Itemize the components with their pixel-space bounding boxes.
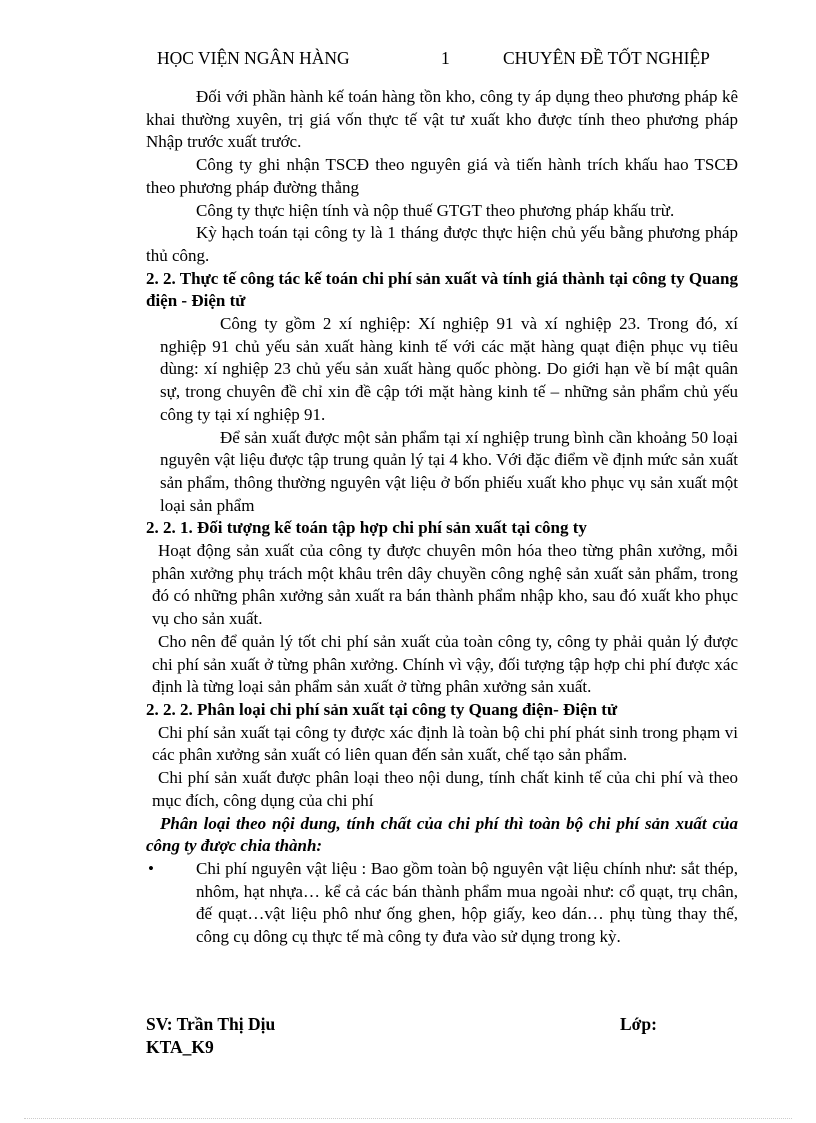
bullet-item xyxy=(146,858,738,949)
bullet-icon: • xyxy=(148,858,154,878)
page-bottom-divider xyxy=(24,1118,792,1119)
bullet-text: Chi phí nguyên vật liệu : Bao gồm toàn bộ nguyên vật liệu chính như: sắt thép, nhôm, hạt nhựa… kể cả các bán thành phẩm mua ngoài như: cổ quạt, trụ chân, đế quạt…vật liệu phô như ống ghen, hộp giấy, keo dán… phụ tùng thay thế, công cụ dông cụ thực tế mà công ty đưa vào sử dụng trong kỳ. xyxy=(196,858,738,947)
heading-classification: Phân loại theo nội dung, tính chất của chi phí thì toàn bộ chi phí sản xuất của công ty được chia thành: xyxy=(146,813,738,856)
header-title: CHUYÊN ĐỀ TỐT NGHIỆP xyxy=(503,48,710,68)
header-school: HỌC VIỆN NGÂN HÀNG xyxy=(157,48,350,68)
heading-2-2: 2. 2. Thực tế công tác kế toán chi phí sản xuất và tính giá thành tại công ty Quang điện - Điện tử xyxy=(146,268,738,311)
paragraph-cost-classification: Chi phí sản xuất được phân loại theo nội dung, tính chất kinh tế của chi phí và theo mục đích, công dụng của chi phí xyxy=(152,768,738,810)
page-number: 1 xyxy=(441,48,450,68)
paragraph-inventory: Đối với phần hành kế toán hàng tồn kho, công ty áp dụng theo phương pháp kê khai thường xuyên, trị giá vốn thực tế vật tư xuất kho được tính theo phương pháp Nhập trước xuất trước. xyxy=(146,87,738,152)
heading-2-2-1: 2. 2. 1. Đối tượng kế toán tập hợp chi phí sản xuất tại công ty xyxy=(146,518,587,538)
paragraph-cost-object: Cho nên để quản lý tốt chi phí sản xuất của toàn công ty, công ty phải quản lý được chi phí sản xuất ở từng phân xưởng. Chính vì vậy, đối tượng tập hợp chi phí được xác định là từng loại sản phẩm sản xuất ở từng phân xưởng sản xuất. xyxy=(152,631,738,697)
student-name: SV: Trần Thị Dịu xyxy=(146,1014,276,1034)
paragraph-fixed-assets: Công ty ghi nhận TSCĐ theo nguyên giá và tiến hành trích khấu hao TSCĐ theo phương pháp đường thẳng xyxy=(146,155,738,197)
paragraph-cost-definition: Chi phí sản xuất tại công ty được xác định là toàn bộ chi phí phát sinh trong phạm vi các phân xưởng sản xuất có liên quan đến sản xuất, chế tạo sản phẩm. xyxy=(152,722,738,765)
paragraph-enterprises: Công ty gồm 2 xí nghiệp: Xí nghiệp 91 và xí nghiệp 23. Trong đó, xí nghiệp 91 chủ yếu sản xuất hàng kinh tế với các mặt hàng quạt điện phục vụ tiêu dùng: xí nghiệp 23 chủ yếu sản xuất hàng quốc phòng. Do giới hạn về bí mật quân sự, trong chuyên đề chỉ xin đề cập tới mặt hàng kinh tế – những sản phẩm chủ yếu công ty tại xí nghiệp 91. xyxy=(160,314,738,424)
paragraph-vat: Công ty thực hiện tính và nộp thuế GTGT theo phương pháp khấu trừ. xyxy=(196,200,675,220)
paragraph-production: Hoạt động sản xuất của công ty được chuyên môn hóa theo từng phân xưởng, mỗi phân xưởng phụ trách một khâu trên dây chuyền công nghệ sản xuất sản phẩm, trong đó có những phân xưởng sản xuất ra bán thành phẩm nhập kho, sau đó xuất kho phục vụ cho sản xuất. xyxy=(152,541,738,629)
heading-2-2-2: 2. 2. 2. Phân loại chi phí sản xuất tại công ty Quang điện- Điện tử xyxy=(146,699,618,719)
indented-block xyxy=(146,313,738,517)
footer-student-line xyxy=(146,1014,738,1035)
class-code: KTA_K9 xyxy=(146,1037,214,1057)
paragraph-accounting-period: Kỳ hạch toán tại công ty là 1 tháng được thực hiện chủ yếu bằng phương pháp thủ công. xyxy=(146,223,738,265)
class-label: Lớp: xyxy=(620,1014,657,1034)
document-body xyxy=(146,86,738,949)
paragraph-materials: Để sản xuất được một sản phẩm tại xí nghiệp trung bình cần khoảng 50 loại nguyên vật liệu được tập trung quản lý tại 4 kho. Với đặc điểm về định mức sản xuất sản phẩm, thông thường nguyên vật liệu ở bốn phiếu xuất kho phục vụ sản xuất một loại sản phẩm xyxy=(160,427,738,515)
